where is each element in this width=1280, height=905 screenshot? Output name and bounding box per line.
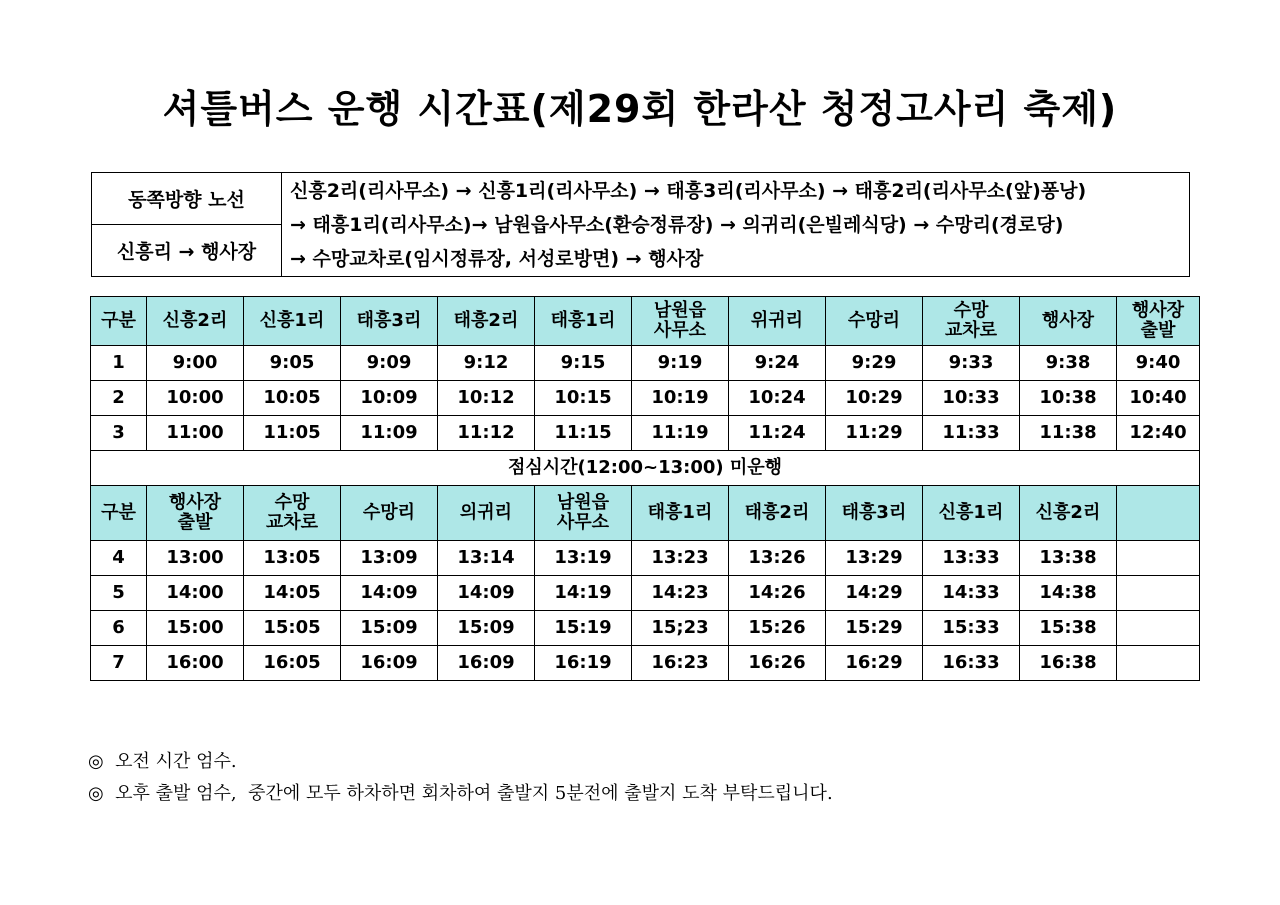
- time-cell: 9:24: [729, 346, 826, 381]
- header-cell: 신흥2리: [147, 297, 244, 346]
- time-cell: 11:38: [1020, 416, 1117, 451]
- time-cell: 11:33: [923, 416, 1020, 451]
- time-cell: 16:05: [244, 646, 341, 681]
- header-cell: 구분: [91, 297, 147, 346]
- header-cell: 의귀리: [438, 486, 535, 541]
- header-cell: 태흥2리: [729, 486, 826, 541]
- route-line: → 수망교차로(임시정류장, 서성로방면) → 행사장: [290, 247, 704, 270]
- notes: [88, 746, 833, 810]
- header-cell: 신흥1리: [244, 297, 341, 346]
- time-cell: 10:09: [341, 381, 438, 416]
- header-cell: 태흥3리: [826, 486, 923, 541]
- time-cell: 15:19: [535, 611, 632, 646]
- time-cell: 13:09: [341, 541, 438, 576]
- time-cell: 10:15: [535, 381, 632, 416]
- time-cell: 9:15: [535, 346, 632, 381]
- header-cell: 구분: [91, 486, 147, 541]
- route-line: 신흥2리(리사무소) → 신흥1리(리사무소) → 태흥3리(리사무소) → 태흥2리(리사무소(앞)퐁낭): [290, 179, 1087, 202]
- header-cell: 태흥2리: [438, 297, 535, 346]
- time-cell: 15:05: [244, 611, 341, 646]
- time-cell: 14:23: [632, 576, 729, 611]
- table-row: [91, 541, 1200, 576]
- time-cell: 10:12: [438, 381, 535, 416]
- time-cell: 13:14: [438, 541, 535, 576]
- time-cell: 14:26: [729, 576, 826, 611]
- time-cell: 16:29: [826, 646, 923, 681]
- time-cell: 16:33: [923, 646, 1020, 681]
- time-cell: 13:38: [1020, 541, 1117, 576]
- time-cell: 13:29: [826, 541, 923, 576]
- header-cell: 행사장 출발: [147, 486, 244, 541]
- time-cell: 14:09: [438, 576, 535, 611]
- time-cell: 15:00: [147, 611, 244, 646]
- time-cell: 11:19: [632, 416, 729, 451]
- header-cell: 수망 교차로: [244, 486, 341, 541]
- time-cell: 15;23: [632, 611, 729, 646]
- time-cell: 9:40: [1117, 346, 1200, 381]
- run-number-cell: 5: [91, 576, 147, 611]
- header-cell: 위귀리: [729, 297, 826, 346]
- time-cell: 16:09: [438, 646, 535, 681]
- table-row: [91, 611, 1200, 646]
- time-cell: 10:19: [632, 381, 729, 416]
- route-label-direction: 동쪽방향 노선: [92, 173, 282, 225]
- time-cell: 16:19: [535, 646, 632, 681]
- time-cell: 9:33: [923, 346, 1020, 381]
- time-cell: 16:00: [147, 646, 244, 681]
- header-cell: 신흥2리: [1020, 486, 1117, 541]
- time-cell: 15:26: [729, 611, 826, 646]
- header-cell: 행사장: [1020, 297, 1117, 346]
- time-cell: 15:29: [826, 611, 923, 646]
- time-cell: 13:05: [244, 541, 341, 576]
- time-cell: 10:33: [923, 381, 1020, 416]
- time-cell: 10:29: [826, 381, 923, 416]
- time-cell: 10:00: [147, 381, 244, 416]
- time-cell: 13:19: [535, 541, 632, 576]
- time-cell: 14:05: [244, 576, 341, 611]
- route-path: [282, 173, 1190, 277]
- route-line: → 태흥1리(리사무소)→ 남원읍사무소(환승정류장) → 의귀리(은빌레식당) → 수망리(경로당): [290, 213, 1064, 236]
- header-row: [91, 486, 1200, 541]
- time-cell: 14:29: [826, 576, 923, 611]
- timetable: [90, 296, 1200, 681]
- time-cell: 16:38: [1020, 646, 1117, 681]
- note-afternoon: ◎ 오후 출발 엄수, 중간에 모두 하차하면 회차하여 출발지 5분전에 출발지 도착 부탁드립니다.: [88, 783, 833, 804]
- time-cell: 15:09: [341, 611, 438, 646]
- time-cell: 11:05: [244, 416, 341, 451]
- header-cell: 신흥1리: [923, 486, 1020, 541]
- time-cell: 16:26: [729, 646, 826, 681]
- time-cell: 15:09: [438, 611, 535, 646]
- time-cell: 9:29: [826, 346, 923, 381]
- time-cell: 16:23: [632, 646, 729, 681]
- header-cell: 태흥1리: [632, 486, 729, 541]
- table-row: [91, 646, 1200, 681]
- time-cell: 12:40: [1117, 416, 1200, 451]
- time-cell: 9:38: [1020, 346, 1117, 381]
- header-cell: [1117, 486, 1200, 541]
- header-cell: 행사장 출발: [1117, 297, 1200, 346]
- route-label-origin-destination: 신흥리 → 행사장: [92, 225, 282, 277]
- time-cell: [1117, 611, 1200, 646]
- table-row: [91, 381, 1200, 416]
- page-title: 셔틀버스 운행 시간표(제29회 한라산 청정고사리 축제): [162, 87, 1118, 131]
- time-cell: 10:05: [244, 381, 341, 416]
- time-cell: 11:09: [341, 416, 438, 451]
- table-row: [91, 416, 1200, 451]
- time-cell: 14:38: [1020, 576, 1117, 611]
- time-cell: 10:40: [1117, 381, 1200, 416]
- time-cell: 16:09: [341, 646, 438, 681]
- time-cell: 9:05: [244, 346, 341, 381]
- time-cell: 13:33: [923, 541, 1020, 576]
- time-cell: 11:29: [826, 416, 923, 451]
- header-cell: 태흥3리: [341, 297, 438, 346]
- time-cell: [1117, 576, 1200, 611]
- run-number-cell: 4: [91, 541, 147, 576]
- time-cell: 13:23: [632, 541, 729, 576]
- run-number-cell: 2: [91, 381, 147, 416]
- time-cell: 14:09: [341, 576, 438, 611]
- note-morning: ◎ 오전 시간 엄수.: [88, 751, 237, 772]
- time-cell: 9:00: [147, 346, 244, 381]
- time-cell: [1117, 541, 1200, 576]
- header-cell: 남원읍 사무소: [535, 486, 632, 541]
- time-cell: 15:33: [923, 611, 1020, 646]
- table-row: [91, 346, 1200, 381]
- run-number-cell: 7: [91, 646, 147, 681]
- time-cell: 10:24: [729, 381, 826, 416]
- header-cell: 태흥1리: [535, 297, 632, 346]
- table-row: [91, 576, 1200, 611]
- time-cell: 14:19: [535, 576, 632, 611]
- time-cell: 10:38: [1020, 381, 1117, 416]
- time-cell: 9:19: [632, 346, 729, 381]
- time-cell: 13:00: [147, 541, 244, 576]
- time-cell: 11:00: [147, 416, 244, 451]
- time-cell: 11:12: [438, 416, 535, 451]
- time-cell: [1117, 646, 1200, 681]
- header-cell: 수망리: [826, 297, 923, 346]
- time-cell: 9:12: [438, 346, 535, 381]
- time-cell: 13:26: [729, 541, 826, 576]
- time-cell: 14:00: [147, 576, 244, 611]
- run-number-cell: 6: [91, 611, 147, 646]
- run-number-cell: 1: [91, 346, 147, 381]
- time-cell: 15:38: [1020, 611, 1117, 646]
- lunch-break-note: 점심시간(12:00~13:00) 미운행: [91, 451, 1200, 486]
- time-cell: 11:15: [535, 416, 632, 451]
- header-cell: 수망 교차로: [923, 297, 1020, 346]
- header-cell: 남원읍 사무소: [632, 297, 729, 346]
- time-cell: 11:24: [729, 416, 826, 451]
- header-cell: 수망리: [341, 486, 438, 541]
- time-cell: 14:33: [923, 576, 1020, 611]
- time-cell: 9:09: [341, 346, 438, 381]
- header-row: [91, 297, 1200, 346]
- run-number-cell: 3: [91, 416, 147, 451]
- route-box: [91, 172, 1190, 277]
